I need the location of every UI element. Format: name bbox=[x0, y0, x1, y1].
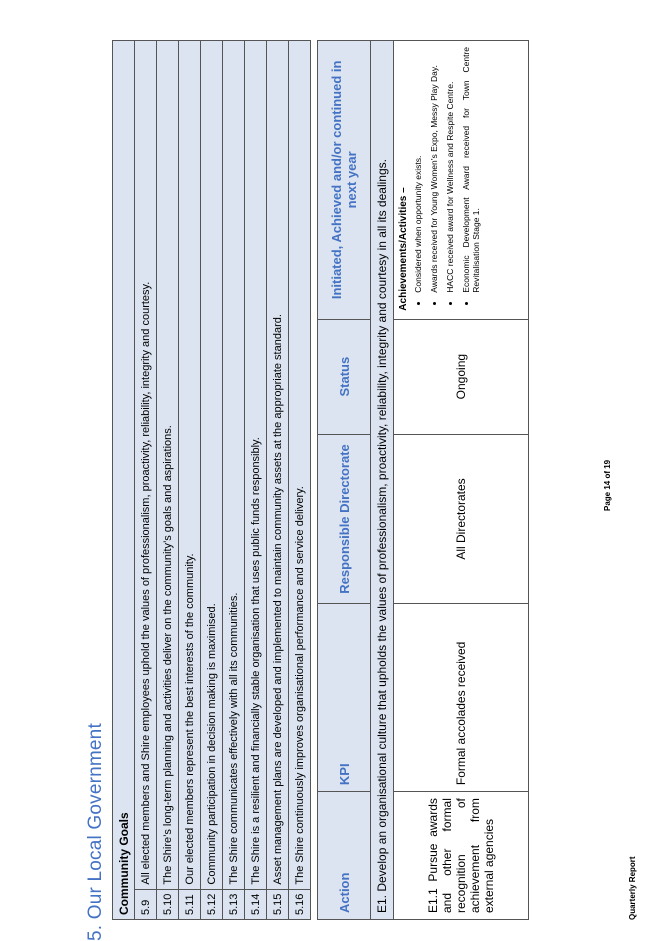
header-directorate: Responsible Directorate bbox=[318, 434, 371, 604]
achievement-item: • HACC received award for Wellness and Respite Centre. bbox=[445, 47, 455, 293]
action-text: E1.1 Pursue awards and other formal recognition of achievement from external agencies bbox=[394, 792, 529, 920]
goal-row bbox=[201, 41, 223, 920]
achievement-item: • Economic Development Award received for Town Centre Revitalisation Stage 1. bbox=[461, 47, 481, 293]
goal-text: All elected members and Shire employees uphold the values of professionalism, proactivity, reliability, integrity and courtesy. bbox=[135, 41, 157, 890]
goal-text: The Shire continuously improves organisational performance and service delivery. bbox=[289, 41, 311, 890]
goal-number: 5.15 bbox=[267, 889, 289, 919]
directorate-text: All Directorates bbox=[394, 434, 529, 604]
community-goals-table bbox=[112, 40, 311, 920]
achievements-cell bbox=[394, 41, 529, 320]
goal-row bbox=[179, 41, 201, 920]
goal-row bbox=[245, 41, 267, 920]
goal-number: 5.14 bbox=[245, 889, 267, 919]
objective-row bbox=[371, 41, 394, 920]
goals-header: Community Goals bbox=[113, 41, 135, 920]
header-initiated: Initiated, Achieved and/or continued in next year bbox=[318, 41, 371, 320]
header-status: Status bbox=[318, 319, 371, 434]
goal-text: The Shire communicates effectively with all its communities. bbox=[223, 41, 245, 890]
header-action: Action bbox=[318, 792, 371, 920]
achievements-list bbox=[413, 47, 481, 311]
goal-number: 5.16 bbox=[289, 889, 311, 919]
footer-page-number: Page 14 of 19 bbox=[603, 459, 612, 511]
goal-text: The Shire’s long-term planning and activities deliver on the community’s goals and aspirations. bbox=[157, 41, 179, 890]
section-title: 5. Our Local Government bbox=[85, 723, 106, 941]
goal-row bbox=[267, 41, 289, 920]
goal-row bbox=[289, 41, 311, 920]
status-text: Ongoing bbox=[394, 319, 529, 434]
achievement-item: • Considered when opportunity exists. bbox=[413, 47, 423, 293]
goal-number: 5.12 bbox=[201, 889, 223, 919]
kpi-text: Formal accolades received bbox=[394, 604, 529, 792]
achievement-item: • Awards received for Young Women’s Expo, Messy Play Day. bbox=[429, 47, 439, 293]
footer-report-name: Quarterly Report bbox=[628, 856, 637, 920]
goal-text: The Shire is a resilient and financially stable organisation that uses public funds responsibly. bbox=[245, 41, 267, 890]
goal-number: 5.10 bbox=[157, 889, 179, 919]
goal-number: 5.13 bbox=[223, 889, 245, 919]
objective-text: E1. Develop an organisational culture that upholds the values of professionalism, proactivity, reliability, integrity and courtesy in all its dealings. bbox=[371, 41, 394, 920]
header-kpi: KPI bbox=[318, 604, 371, 792]
goal-number: 5.11 bbox=[179, 889, 201, 919]
goal-text: Our elected members represent the best interests of the community. bbox=[179, 41, 201, 890]
goals-header-row bbox=[113, 41, 135, 920]
actions-table bbox=[317, 40, 529, 920]
action-row bbox=[394, 41, 529, 920]
actions-header-row bbox=[318, 41, 371, 920]
goal-row bbox=[223, 41, 245, 920]
goal-text: Asset management plans are developed and implemented to maintain community assets at the appropriate standard. bbox=[267, 41, 289, 890]
goal-text: Community participation in decision making is maximised. bbox=[201, 41, 223, 890]
goal-row bbox=[135, 41, 157, 920]
goal-row bbox=[157, 41, 179, 920]
achievements-title: Achievements/Activities – bbox=[398, 187, 409, 311]
goal-number: 5.9 bbox=[135, 889, 157, 919]
